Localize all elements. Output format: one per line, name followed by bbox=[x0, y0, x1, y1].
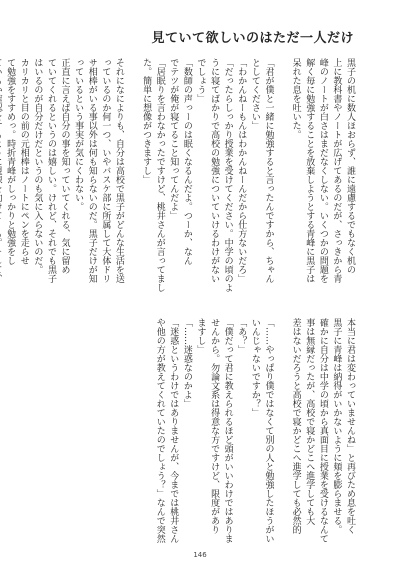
text-line: 「迷惑というわけではありませんが、今までは桃井さん bbox=[168, 318, 179, 543]
text-line bbox=[274, 318, 288, 548]
text-line: た。簡単に想像がつきますし」 bbox=[141, 58, 152, 184]
text-line: サ相棒がいる事以外は何も知らないのだ。黒子だけが知 bbox=[86, 58, 97, 283]
text-line: 「わかんねーもんはわかんねーんだから仕方ないだろ」 bbox=[236, 58, 247, 283]
text-line: いんじゃないですか？」 bbox=[249, 318, 260, 417]
text-line: 呆れた息を吐いた。 bbox=[290, 58, 301, 139]
text-line: 「あ？」 bbox=[236, 318, 247, 354]
text-line: 「居眠りを言わなかったですけど、桃井さんが言ってまし bbox=[154, 58, 165, 292]
text-line: でしょう」 bbox=[195, 58, 206, 103]
text-line: 事は無縁だったが、高校で寝かどこへ進学しても大 bbox=[304, 318, 315, 525]
page-number: 146 bbox=[193, 551, 207, 559]
text-line: 「僕だって君に教えられるほど頭がいいわけではありま bbox=[222, 318, 233, 543]
text-line: としてください」 bbox=[249, 58, 260, 130]
text-line bbox=[0, 58, 3, 298]
text-line: 「数師の声っーのは眠くなるんだよ。つーか、なん bbox=[181, 58, 192, 265]
text-line: 峰のノートが白さはまだなくしない。いくつかの問題を bbox=[317, 58, 328, 283]
upper-text-block bbox=[5, 58, 356, 298]
text-line: て勉強をすすめっ。時折青峰がしっかりと勉強をし bbox=[5, 58, 16, 265]
text-line: カリカリと目の前の元相棒はノートにペンを走らせ bbox=[18, 58, 29, 265]
text-line bbox=[274, 58, 288, 298]
text-line: うに寝てばかりで高校の勉強についていけるわけがない bbox=[209, 58, 220, 283]
text-line: 差はないだろうと高校で寝かどこへ進学しても必然的 bbox=[290, 318, 301, 534]
text-line: 「……迷惑なのかよ」 bbox=[181, 318, 192, 408]
text-line: 確かに自分は中学の頃から真面目に授業を受けるなんて bbox=[317, 318, 328, 543]
text-line: せんから。勿論文系は得意な方ですけど、限度があり bbox=[209, 318, 220, 534]
text-line: でテツが俺が寝てること知ってんだよ」 bbox=[168, 58, 179, 220]
text-line: ますし」 bbox=[195, 318, 206, 354]
text-line: 「だったらしっかり授業を受けてください。中学の頃のよ bbox=[222, 58, 233, 292]
lower-text-block bbox=[44, 318, 356, 548]
text-line: ていてくれるというのは嬉しい。けれど、それでも黒子 bbox=[45, 58, 56, 283]
text-line: 本当に君は変わっていませんね」と再びため息を吐く bbox=[345, 318, 355, 534]
text-line: 解く毎に勉強することを放棄しようとする青峰に黒子は bbox=[304, 58, 315, 283]
text-line: 正直に言えば自分の事を知っていてくれる、気に留め bbox=[59, 58, 70, 274]
text-line: 黒子の机に数人ほおらず、誰に遠慮するでもなく机の bbox=[345, 58, 355, 274]
text-line: 「君が僕と一緒に勉強すると言ったんですから、ちゃん bbox=[263, 58, 274, 283]
text-line: 「……やっぱり僕ではなくて別の人と勉強したほうがい bbox=[263, 318, 274, 543]
text-line: それになによりも、自分は高校で黒子がどんな生活を送 bbox=[113, 58, 124, 283]
text-line: はいるのが自分だけだというのも気に入らないのだ。 bbox=[32, 58, 43, 274]
text-line: 黒子に青峰は納得がいかないように頬を膨らませる。 bbox=[331, 318, 342, 534]
text-line: っているのか何一つ、いやバスケ部に所属して大体ドリ bbox=[100, 58, 111, 283]
page-title: 見ていて欲しいのはただ一人だけ bbox=[151, 31, 354, 46]
text-line: や他の方が教えてくれていたのでしょう？」なんで突然 bbox=[154, 318, 165, 543]
text-line: っているという事実が気にくわない。 bbox=[73, 58, 84, 211]
text-line: 上に教科書やノートが広げてあるのだが、さっきから青 bbox=[331, 58, 342, 283]
text-line bbox=[125, 58, 139, 298]
